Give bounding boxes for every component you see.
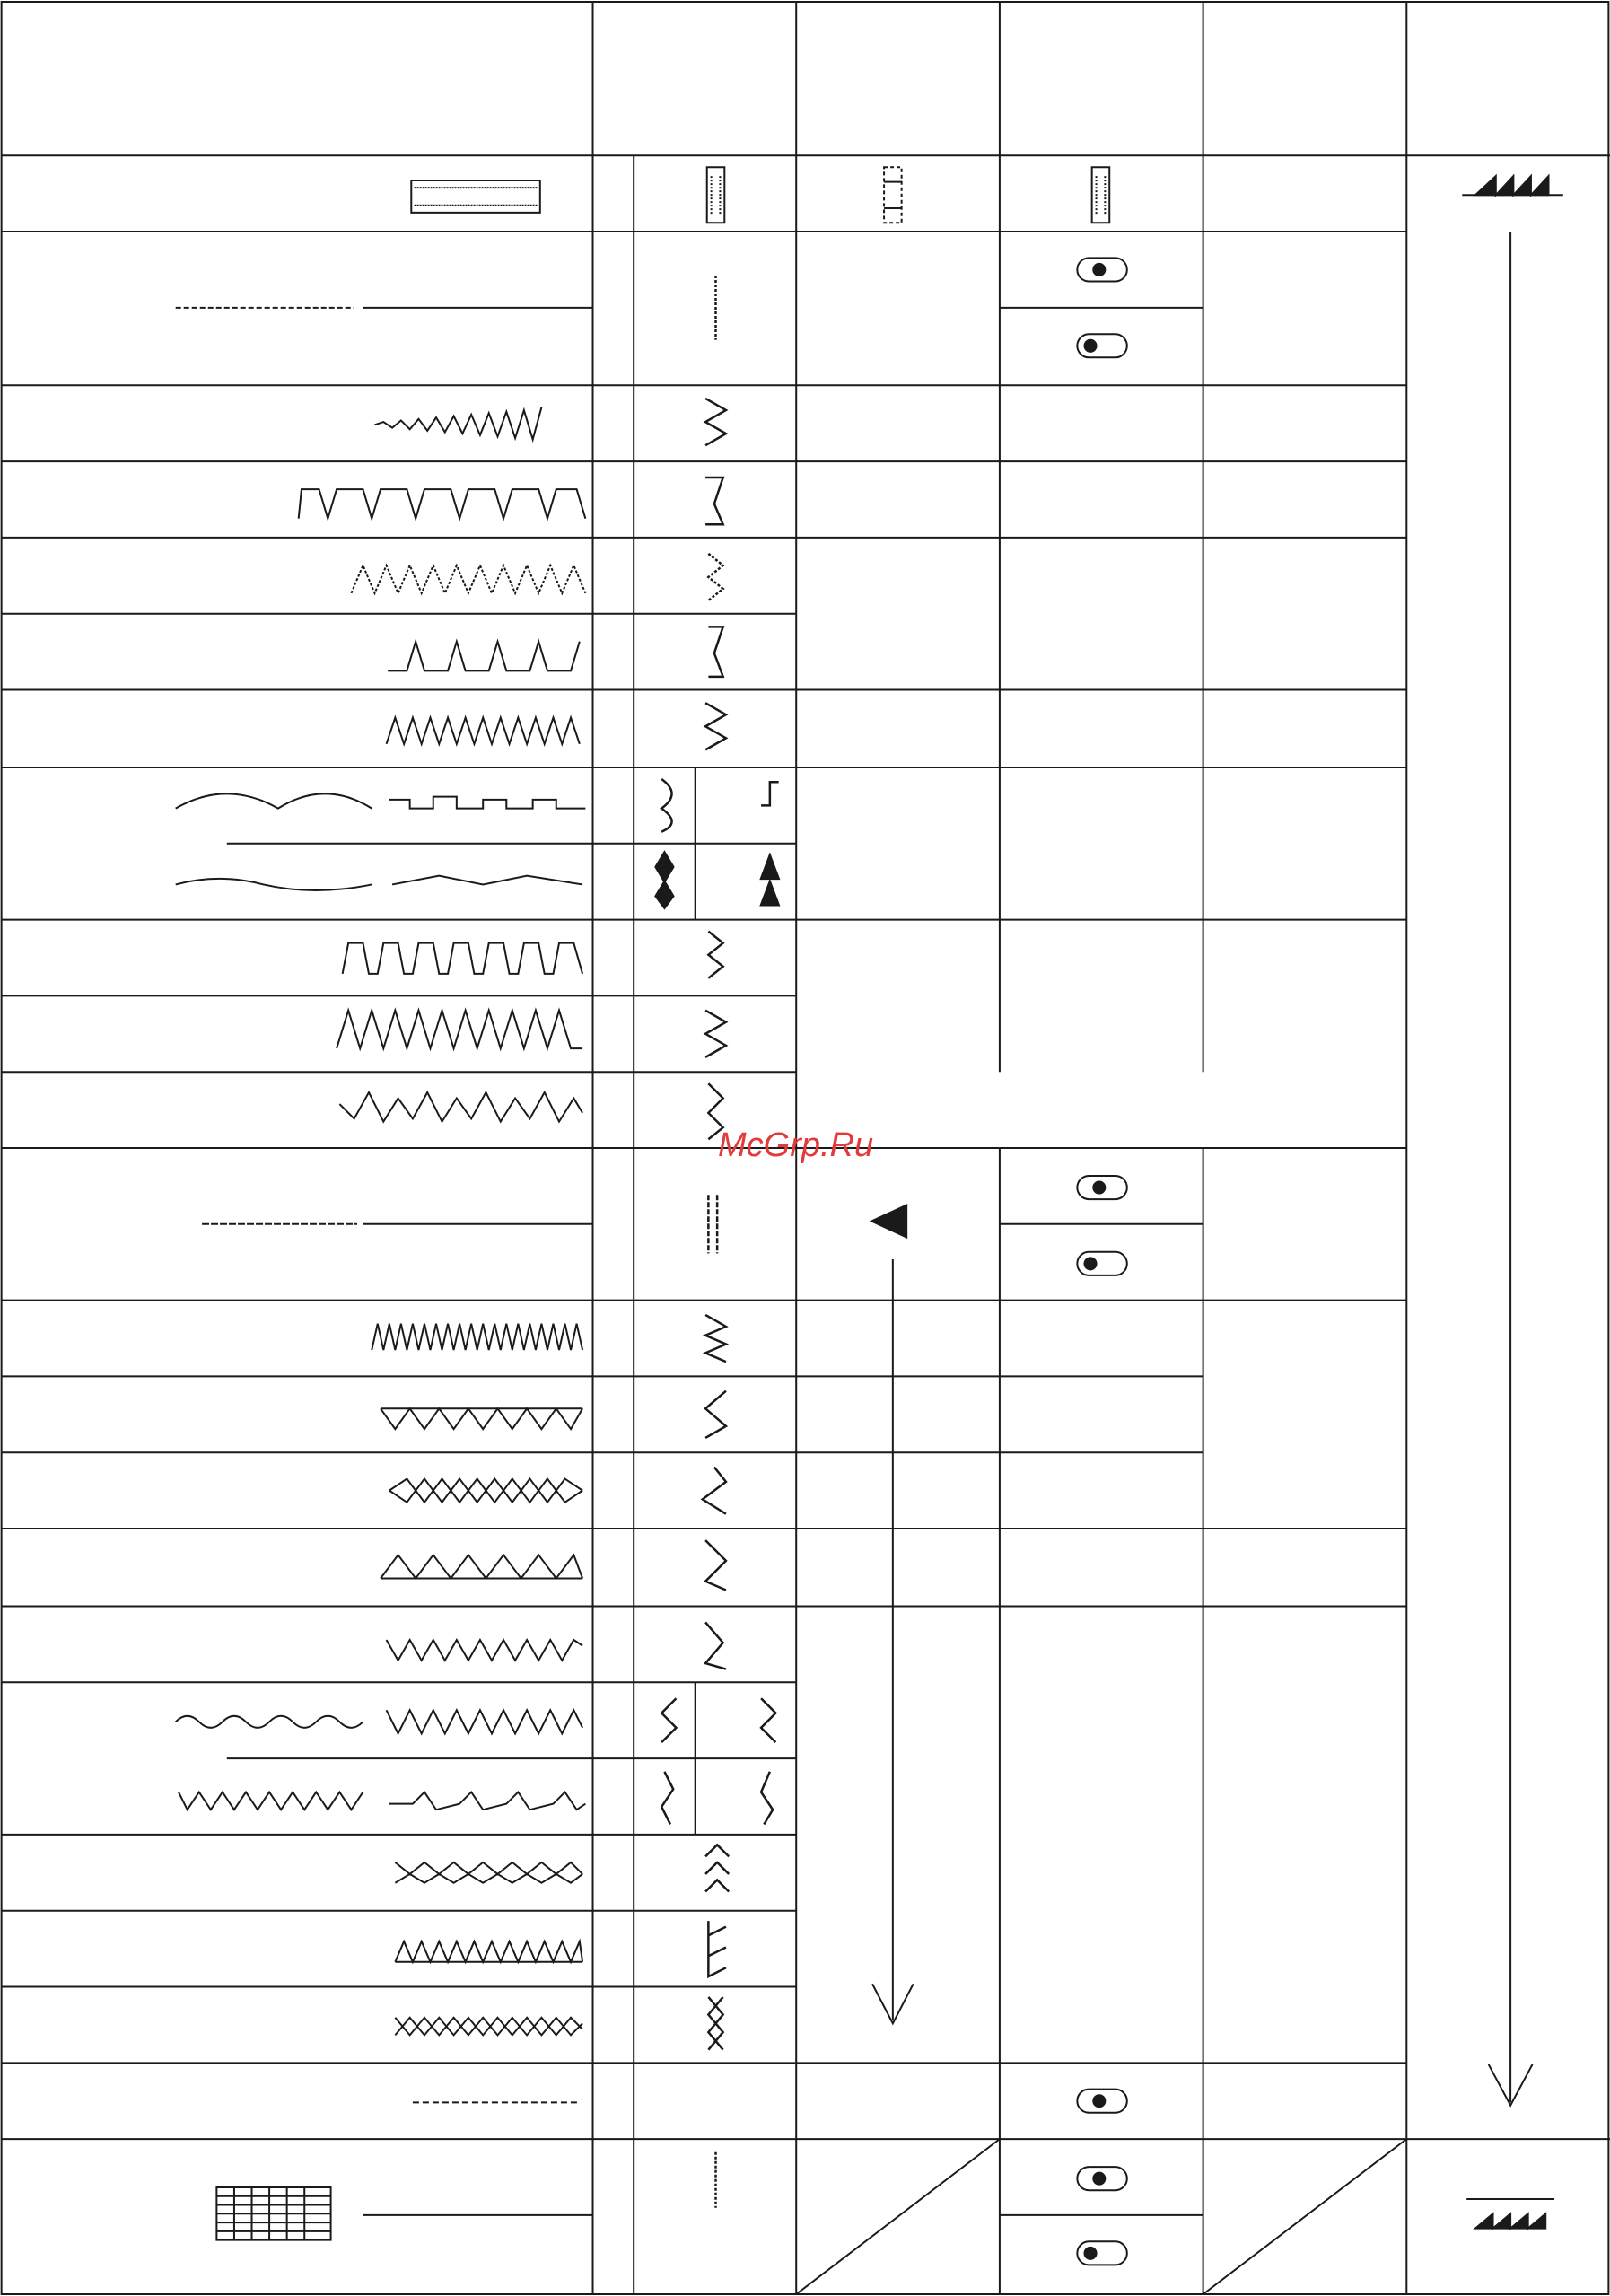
chevron-symbol [705,1845,729,1856]
wave-satin-step-sample [392,876,582,885]
multi-zigzag-sample [351,565,585,593]
step-symbol [761,782,779,805]
triangle-overlock-sample [381,1408,582,1429]
satin-zigzag-sample [372,1324,582,1350]
toggle-left-icon [1077,2241,1126,2265]
diamond-symbol [656,853,674,882]
decorative-cross-sample [387,1710,583,1733]
crow-foot-symbol [705,1622,726,1669]
wave-satin-sample [176,879,372,890]
elastic-zigzag-sample [387,718,580,744]
toggle-right-icon [1077,258,1126,281]
toggle-left-icon [1077,1252,1126,1275]
arrow-down-icon [872,1259,914,2023]
feed-dogs-down-icon [1466,2199,1554,2229]
blind-hem-2-symbol [708,627,722,676]
decorative-wave-sample [176,1716,363,1728]
pyramid-sample [381,1555,582,1578]
serpentine-symbol [661,1772,673,1825]
arrow-down-icon [1489,232,1533,2106]
toggle-right-icon [1077,1176,1126,1199]
buttonhole-foot-icon [707,167,725,223]
ric-rac-sample [339,1092,582,1122]
serpentine-sample [179,1792,363,1810]
satin-symbol [705,1315,726,1362]
toggle-left-icon [1077,334,1126,357]
zigzag-symbol [705,399,726,445]
darning-sample [216,2187,592,2240]
crow-foot-sample [387,1640,583,1661]
saw-sample [337,1011,582,1048]
blind-hem-sample [299,489,586,519]
triple-straight-symbol [708,1195,717,1253]
feather-b-symbol [761,1772,773,1825]
comb-overlock-sample [395,1941,582,1962]
feather-symbol [661,1698,676,1742]
triangle-overlock-symbol [705,1391,726,1438]
scallop-symbol [661,779,671,832]
feed-dogs-up-icon [1462,176,1563,195]
buttonhole-foot-icon [1092,167,1110,223]
rampart-symbol [708,932,722,978]
scallop-step-sample [389,797,586,809]
chevron-sample [395,1862,582,1874]
feather-sample [389,1792,586,1810]
arrow-up-symbol [761,855,779,879]
toggle-right-icon [1077,2090,1126,2113]
scallop-sample [176,793,372,808]
cross-symbol [761,1698,775,1742]
elastic-zigzag-symbol [705,703,726,749]
graduated-zigzag-sample [375,407,542,440]
blind-hem-symbol [705,478,723,524]
diamond-chain-symbol [703,1468,726,1514]
rampart-sample [343,943,582,974]
watermark: McGrp.Ru [718,1126,874,1164]
pyramid-symbol [705,1540,726,1590]
multi-zigzag-symbol [708,554,722,600]
toggle-right-icon [1077,2167,1126,2190]
buttonhole-sample [411,180,540,213]
blind-hem-elastic-sample [388,642,580,671]
buttonhole-foot-icon [884,167,902,223]
triangle-left-icon [870,1204,907,1239]
saw-symbol [705,1011,726,1057]
